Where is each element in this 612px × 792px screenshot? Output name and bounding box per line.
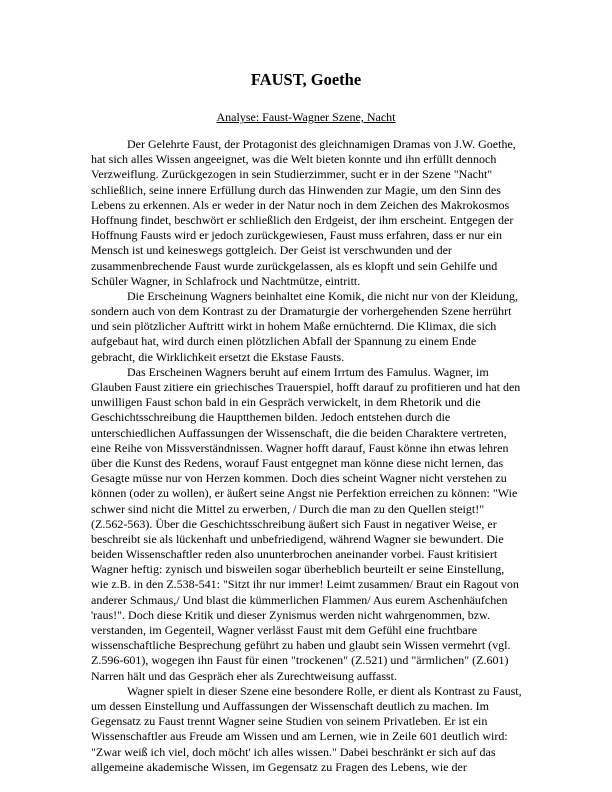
document-subtitle: Analyse: Faust-Wagner Szene, Nacht: [216, 110, 396, 124]
text-line: wissenschaftliche Besprechung geführt zu haben und glaubt sein Wissen vermehrt (vgl.: [91, 638, 511, 653]
text-line: "Zwar weiß ich viel, doch möcht' ich alles wissen." Dabei beschränkt er sich auf das: [91, 744, 496, 759]
text-line: können (oder zu wollen), er äußert seine Angst nie Perfektion erreichen zu können: "Wie: [91, 486, 518, 501]
text-line: Geschichtsschreibung die Hauptthemen bilden. Jedoch entstehen durch die: [91, 410, 451, 425]
text-line: eine Reihe von Missverständnissen. Wagner hofft darauf, Faust könne ihn etwas lehren: [91, 440, 509, 455]
text-line: beschreibt sie als lückenhaft und unbefriedigend, während Wagner sie bewundert. Die: [91, 531, 504, 546]
text-line: hat sich alles Wissen angeeignet, was die Welt bieten konnte und ihn erfüllt dennoch: [91, 152, 497, 167]
text-line: Glauben Faust zitiere ein griechisches Trauerspiel, hofft darauf zu profitieren und hat den: [91, 380, 521, 394]
text-line: Z.596-601), wogegen ihn Faust für einen "trockenen" (Z.521) und "ärmlichen" (Z.601): [91, 653, 509, 668]
text-line: Schüler Wagner, in Schlafrock und Nachtmütze, eintritt.: [91, 273, 361, 288]
text-line: verstanden, im Gegenteil, Wagner verlässt Faust mit dem Gefühl eine fruchtbare: [91, 623, 478, 637]
text-line: Das Erscheinen Wagners beruht auf einem Irrtum des Famulus. Wagner, im: [127, 364, 489, 379]
text-line: 'raus!". Doch diese Kritik und dieser Zynismus werden nicht wahrgenommen, bzw.: [91, 607, 490, 622]
paragraph: [91, 137, 521, 289]
text-line: (Z.562-563). Über die Geschichtsschreibung äußert sich Faust in negativer Weise, er: [91, 516, 497, 531]
text-line: zusammenbrechende Faust wurde zurückgelassen, als es klopft und sein Gehilfe und: [91, 258, 498, 273]
text-line: Wagner heftig: zynisch und bisweilen sogar überheblich beurteilt er seine Einstellung,: [91, 562, 505, 577]
text-line: anderer Schmaus,/ Und blast die kümmerlichen Flammen/ Aus eurem Aschenhäufchen: [91, 592, 508, 607]
paragraph: [91, 684, 521, 775]
text-line: und sein plötzlicher Auftritt wirkt in hohem Maße ernüchternd. Die Klimax, die sich: [91, 319, 497, 334]
text-line: schließlich, seine innere Erfüllung durch das Hinwenden zur Magie, um den Sinn des: [91, 182, 501, 197]
text-line: um dessen Einstellung und Auffassungen der Wissenschaft deutlich zu machen. Im: [91, 698, 489, 713]
text-line: allgemeine akademische Wissen, im Gegensatz zu Fragen des Lebens, wie der: [91, 759, 467, 774]
text-line: Die Erscheinung Wagners beinhaltet eine Komik, die nicht nur von der Kleidung,: [127, 288, 519, 303]
text-line: Der Gelehrte Faust, der Protagonist des gleichnamigen Dramas von J.W. Goethe,: [127, 137, 516, 151]
text-line: Wissenschaftler aus Freude am Wissen und am Lernen, wie in Zeile 601 deutlich wird:: [91, 729, 508, 744]
text-line: aufgebaut hat, wird durch einen plötzlichen Abfall der Spannung zu einem Ende: [91, 334, 477, 349]
text-line: beiden Wissenschaftler reden also ununterbrochen aneinander vorbei. Faust kritisiert: [91, 547, 498, 562]
paragraph: [91, 365, 521, 684]
text-line: Hoffnung Fausts wird er jedoch zurückgewiesen, Faust muss erfahren, dass er nur ein: [91, 228, 503, 243]
text-line: unwilligen Faust schon bald in ein Gespräch verwickelt, in dem Rhetorik und die: [91, 395, 481, 410]
text-line: Wagner spielt in dieser Szene eine besondere Rolle, er dient als Kontrast zu Faust,: [127, 683, 522, 698]
document-title: FAUST, Goethe: [250, 70, 362, 89]
text-line: Gegensatz zu Faust trennt Wagner seine Studien von seinem Privatleben. Er ist ein: [91, 714, 488, 729]
text-line: gebracht, die Wirklichkeit ersetzt die Ekstase Fausts.: [91, 349, 345, 364]
text-line: Hoffnung findet, beschwört er schließlich den Erdgeist, der ihm erscheint. Entgegen der: [91, 212, 514, 227]
text-line: Narren hält und das Gespräch eher als Zurechtweisung auffasst.: [91, 668, 397, 683]
text-line: schwer sind nicht die Mittel zu erwerben, / Durch die man zu den Quellen steigt!": [91, 501, 485, 516]
text-line: Gesagte müsse nur von Herzen kommen. Doch dies scheint Wagner nicht verstehen zu: [91, 471, 507, 486]
text-line: Verzweiflung. Zurückgezogen in sein Studierzimmer, sucht er in der Szene "Nacht": [91, 167, 493, 182]
text-line: Lebens zu erkennen. Als er weder in der Natur noch in dem Zeichen des Makrokosmos: [91, 197, 510, 212]
paragraph: [91, 289, 521, 365]
text-line: sondern auch von dem Kontrast zu der Dramaturgie der vorhergehenden Szene herrührt: [91, 304, 512, 319]
document-body: [91, 137, 521, 775]
text-line: unterschiedlichen Auffassungen der Wissenschaft, die die beiden Charaktere vertreten,: [91, 425, 507, 440]
text-line: über die Kunst des Redens, worauf Faust entgegnet man könne diese nicht lernen, das: [91, 455, 504, 470]
text-line: Mensch ist und keineswegs gottgleich. Der Geist ist verschwunden und der: [91, 243, 452, 258]
text-line: wie z.B. in den Z.538-541: "Sitzt ihr nur immer! Leimt zusammen/ Braut ein Ragout von: [91, 577, 519, 592]
